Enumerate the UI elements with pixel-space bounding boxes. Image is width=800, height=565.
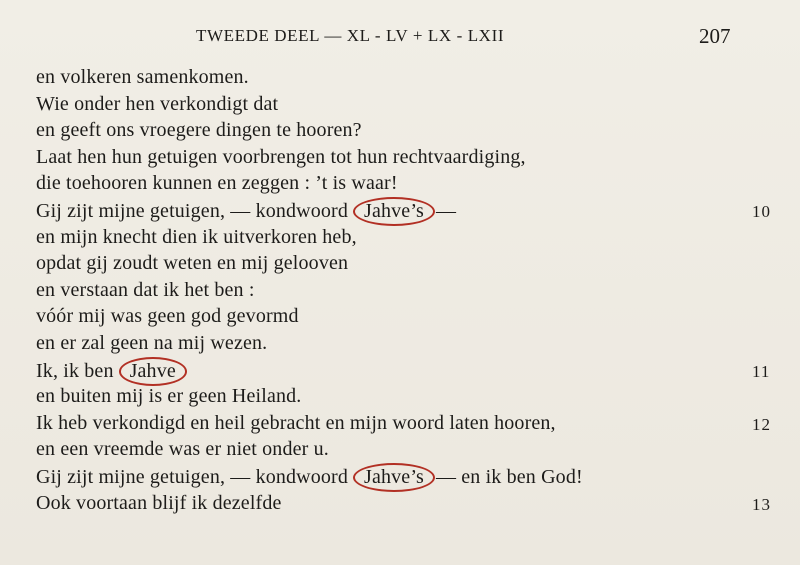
line-text: en volkeren samenkomen. — [36, 66, 249, 88]
line-text: opdat gij zoudt weten en mij gelooven — [36, 252, 349, 275]
text-line — [36, 277, 776, 304]
text-line — [36, 170, 776, 197]
text-line — [36, 224, 776, 251]
line-text: Gij zijt mijne getuigen, — kondwoord — [36, 465, 349, 488]
text-line — [36, 357, 776, 384]
text-line — [36, 436, 776, 463]
text-line — [36, 91, 776, 118]
line-text: die toehooren kunnen en zeggen : ’t is waar! — [36, 172, 398, 195]
line-text: en buiten mij is er geen Heiland. — [36, 385, 302, 408]
line-text: en een vreemde was er niet onder u. — [36, 438, 329, 461]
text-line — [36, 303, 776, 330]
line-text: en mijn knecht dien ik uitverkoren heb, — [36, 225, 357, 248]
line-text: Gij zijt mijne getuigen, — kondwoord — [36, 199, 349, 222]
page-header — [0, 26, 800, 54]
line-text: — — [435, 199, 457, 222]
line-text: Wie onder hen verkondigt dat — [36, 92, 279, 115]
line-text: Ik, ik ben — [36, 359, 114, 382]
circled-word: Jahve — [119, 357, 187, 386]
text-line — [36, 463, 776, 490]
circled-word: Jahve’s — [353, 463, 435, 492]
running-head: TWEEDE DEEL — XL - LV + LX - LXII — [196, 26, 505, 45]
line-text: Ook voortaan blijf ik dezelfde — [36, 491, 282, 514]
verse-number: 11 — [752, 361, 771, 381]
text-line — [36, 490, 776, 517]
text-line — [36, 197, 776, 224]
verse-number: 13 — [752, 494, 771, 514]
line-text: — en ik ben God! — [435, 465, 583, 488]
line-text: en verstaan dat ik het ben : — [36, 278, 255, 301]
line-text: Ik heb verkondigd en heil gebracht en mijn woord laten hooren, — [36, 411, 556, 434]
line-text: vóór mij was geen god gevormd — [36, 305, 299, 328]
line-text: en geeft ons vroegere dingen te hooren? — [36, 119, 362, 142]
line-text: en er zal geen na mij wezen. — [36, 331, 268, 354]
text-line — [36, 144, 776, 171]
text-line — [36, 410, 776, 437]
verse-number: 12 — [752, 414, 771, 434]
page-number: 207 — [699, 24, 731, 48]
line-text: Laat hen hun getuigen voorbrengen tot hun rechtvaardiging, — [36, 145, 526, 168]
text-line — [36, 117, 776, 144]
text-body — [36, 64, 776, 516]
text-line — [36, 330, 776, 357]
text-line — [36, 383, 776, 410]
verse-number: 10 — [752, 201, 771, 221]
text-line — [36, 64, 776, 91]
circled-word: Jahve’s — [353, 197, 435, 226]
text-line — [36, 250, 776, 277]
